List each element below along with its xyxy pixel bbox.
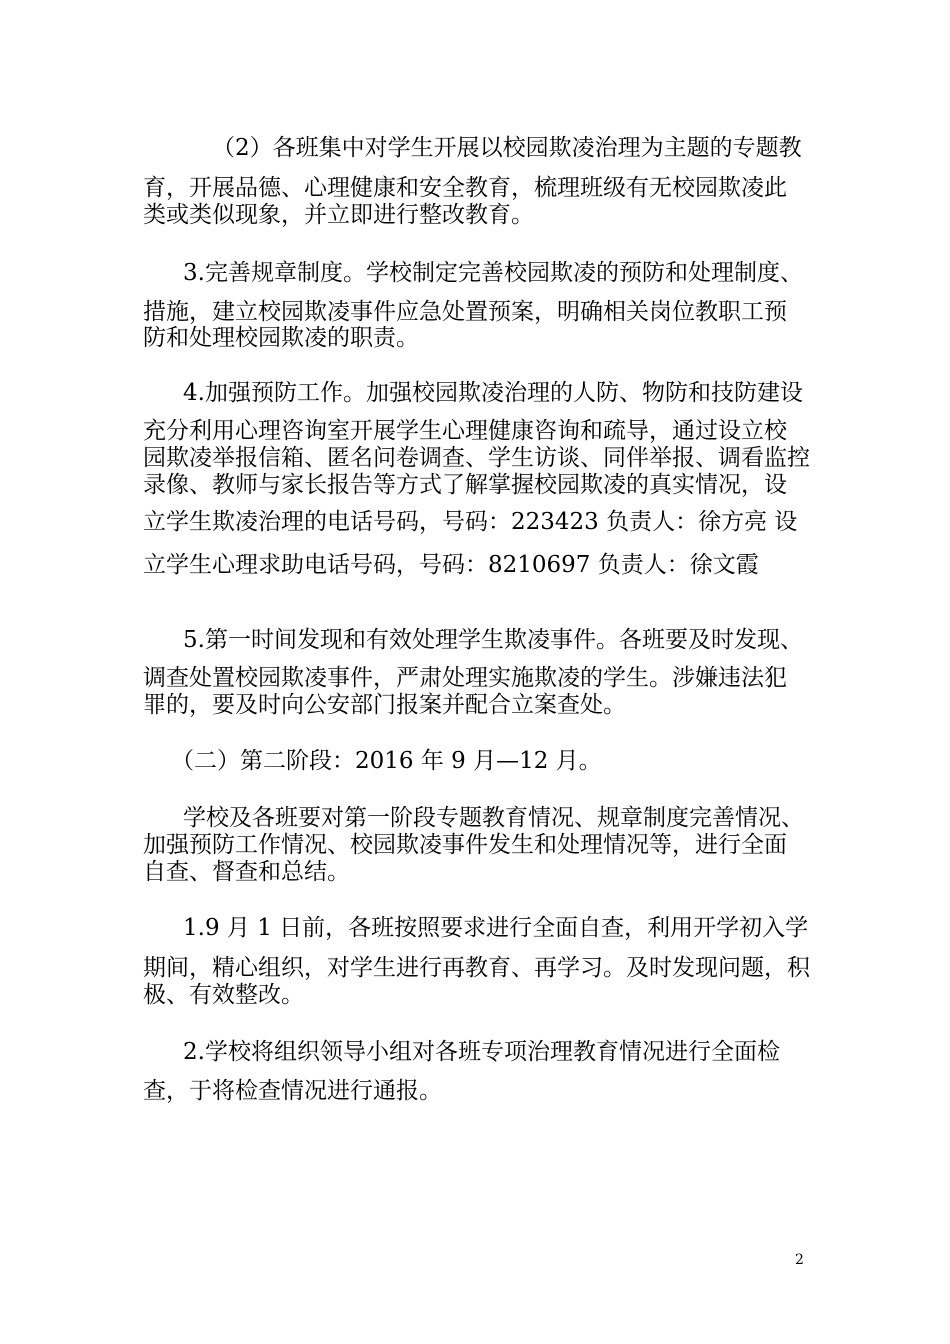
text-line: 充分利用心理咨询室开展学生心理健康咨询和疏导，通过设立校 <box>143 418 787 444</box>
text-line: 1.9 月 1 日前，各班按照要求进行全面自查，利用开学初入学 <box>183 915 809 941</box>
text-line: 防和处理校园欺凌的职责。 <box>143 325 419 351</box>
text-line: 极、有效整改。 <box>143 982 304 1008</box>
text-line: 加强预防工作情况、校园欺凌事件发生和处理情况等，进行全面 <box>143 832 787 858</box>
section-heading: （二）第二阶段：2016 年 9 月—12 月。 <box>171 748 602 774</box>
text-line: 类或类似现象，并立即进行整改教育。 <box>143 202 534 228</box>
text-line: （2）各班集中对学生开展以校园欺凌治理为主题的专题教 <box>212 135 802 161</box>
text-line: 自查、督查和总结。 <box>143 859 350 885</box>
text-line: 立学生欺凌治理的电话号码，号码：223423 负责人：徐方亮 设 <box>143 509 798 535</box>
text-line: 立学生心理求助电话号码，号码：8210697 负责人：徐文霞 <box>143 552 759 578</box>
text-line: 2.学校将组织领导小组对各班专项治理教育情况进行全面检 <box>183 1039 780 1065</box>
text-line: 园欺凌举报信箱、匿名问卷调查、学生访谈、同伴举报、调看监控 <box>143 445 810 471</box>
page-number: 2 <box>795 1252 804 1268</box>
text-line: 学校及各班要对第一阶段专题教育情况、规章制度完善情况、 <box>183 805 804 831</box>
text-line: 育，开展品德、心理健康和安全教育，梳理班级有无校园欺凌此 <box>143 175 787 201</box>
text-line: 罪的，要及时向公安部门报案并配合立案查处。 <box>143 692 626 718</box>
text-line: 5.第一时间发现和有效处理学生欺凌事件。各班要及时发现、 <box>183 627 803 653</box>
text-line: 4.加强预防工作。加强校园欺凌治理的人防、物防和技防建设 <box>183 380 803 406</box>
text-line: 期间，精心组织，对学生进行再教育、再学习。及时发现问题，积 <box>143 955 810 981</box>
text-line: 措施，建立校园欺凌事件应急处置预案，明确相关岗位教职工预 <box>143 299 787 325</box>
text-line: 录像、教师与家长报告等方式了解掌握校园欺凌的真实情况，设 <box>143 472 787 498</box>
text-line: 3.完善规章制度。学校制定完善校园欺凌的预防和处理制度、 <box>183 260 803 286</box>
text-line: 调查处置校园欺凌事件，严肃处理实施欺凌的学生。涉嫌违法犯 <box>143 665 787 691</box>
text-line: 查，于将检查情况进行通报。 <box>143 1078 442 1104</box>
